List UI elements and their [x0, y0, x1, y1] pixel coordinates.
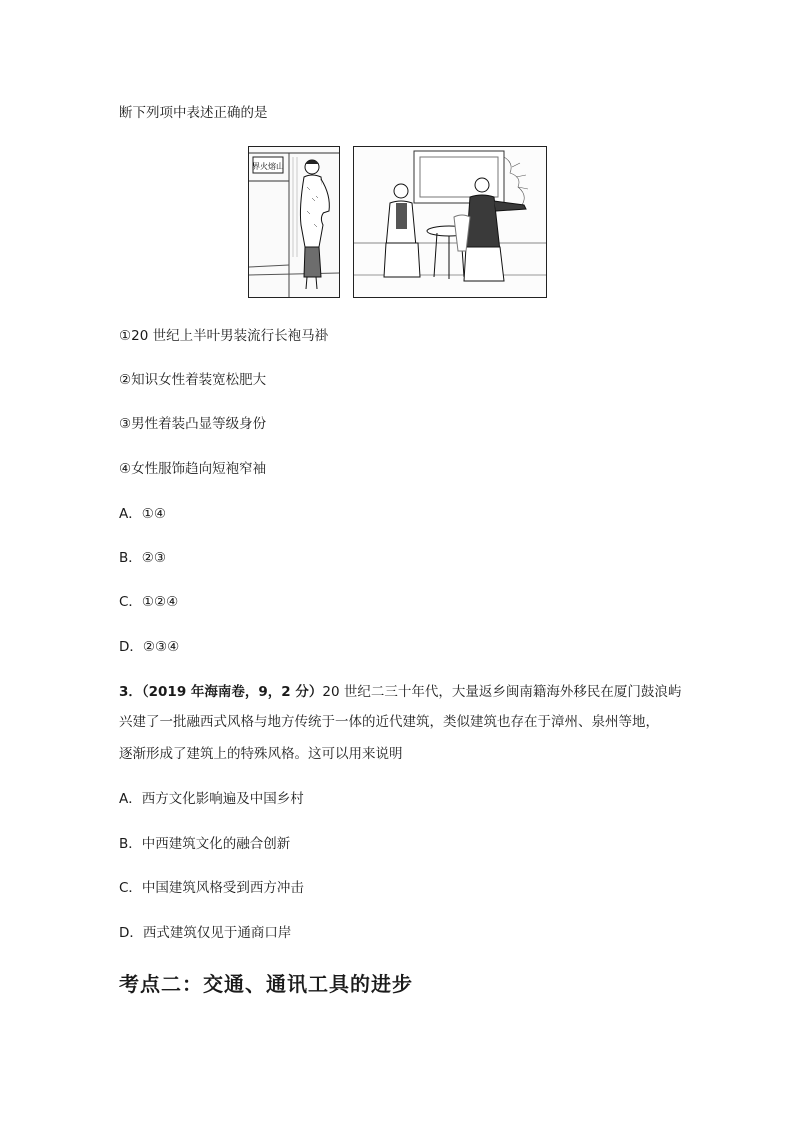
figure-men-panel — [353, 146, 547, 298]
q3-option-d[interactable]: D．西式建筑仅见于通商口岸 — [119, 925, 292, 941]
q2-option-c[interactable]: C．①②④ — [119, 594, 179, 610]
statement-2: ②知识女性着装宽松肥大 — [119, 372, 267, 388]
section-heading: 考点二：交通、通讯工具的进步 — [119, 972, 413, 996]
q2-option-b[interactable]: B．②③ — [119, 550, 166, 566]
figure-woman-panel — [248, 146, 340, 298]
q3-source: 3．（2019 年海南卷，9，2 分） — [119, 684, 323, 700]
figure-sign-text: 界火熔山 — [252, 162, 284, 171]
q3-option-b[interactable]: B．中西建筑文化的融合创新 — [119, 836, 291, 852]
question-intro: 断下列项中表述正确的是 — [119, 105, 268, 121]
woman-illustration — [249, 147, 339, 297]
men-illustration — [354, 147, 546, 297]
q2-option-d[interactable]: D．②③④ — [119, 639, 180, 655]
q3-stem-line-1 — [119, 682, 681, 702]
q3-stem-line-2: 兴建了一批融西式风格与地方传统于一体的近代建筑，类似建筑也存在于漳州、泉州等地， — [119, 714, 659, 730]
q3-stem-line-3: 逐渐形成了建筑上的特殊风格。这可以用来说明 — [119, 746, 403, 762]
statement-3: ③男性着装凸显等级身份 — [119, 416, 267, 432]
q3-stem-text-1: 20 世纪二三十年代，大量返乡闽南籍海外移民在厦门鼓浪屿 — [322, 684, 682, 700]
statement-4: ④女性服饰趋向短袍窄袖 — [119, 461, 267, 477]
q3-option-c[interactable]: C．中国建筑风格受到西方冲击 — [119, 880, 304, 896]
q3-option-a[interactable]: A．西方文化影响遍及中国乡村 — [119, 791, 304, 807]
question-figure — [248, 146, 548, 298]
statement-1: ①20 世纪上半叶男装流行长袍马褂 — [119, 328, 329, 344]
q2-option-a[interactable]: A．①④ — [119, 506, 166, 522]
